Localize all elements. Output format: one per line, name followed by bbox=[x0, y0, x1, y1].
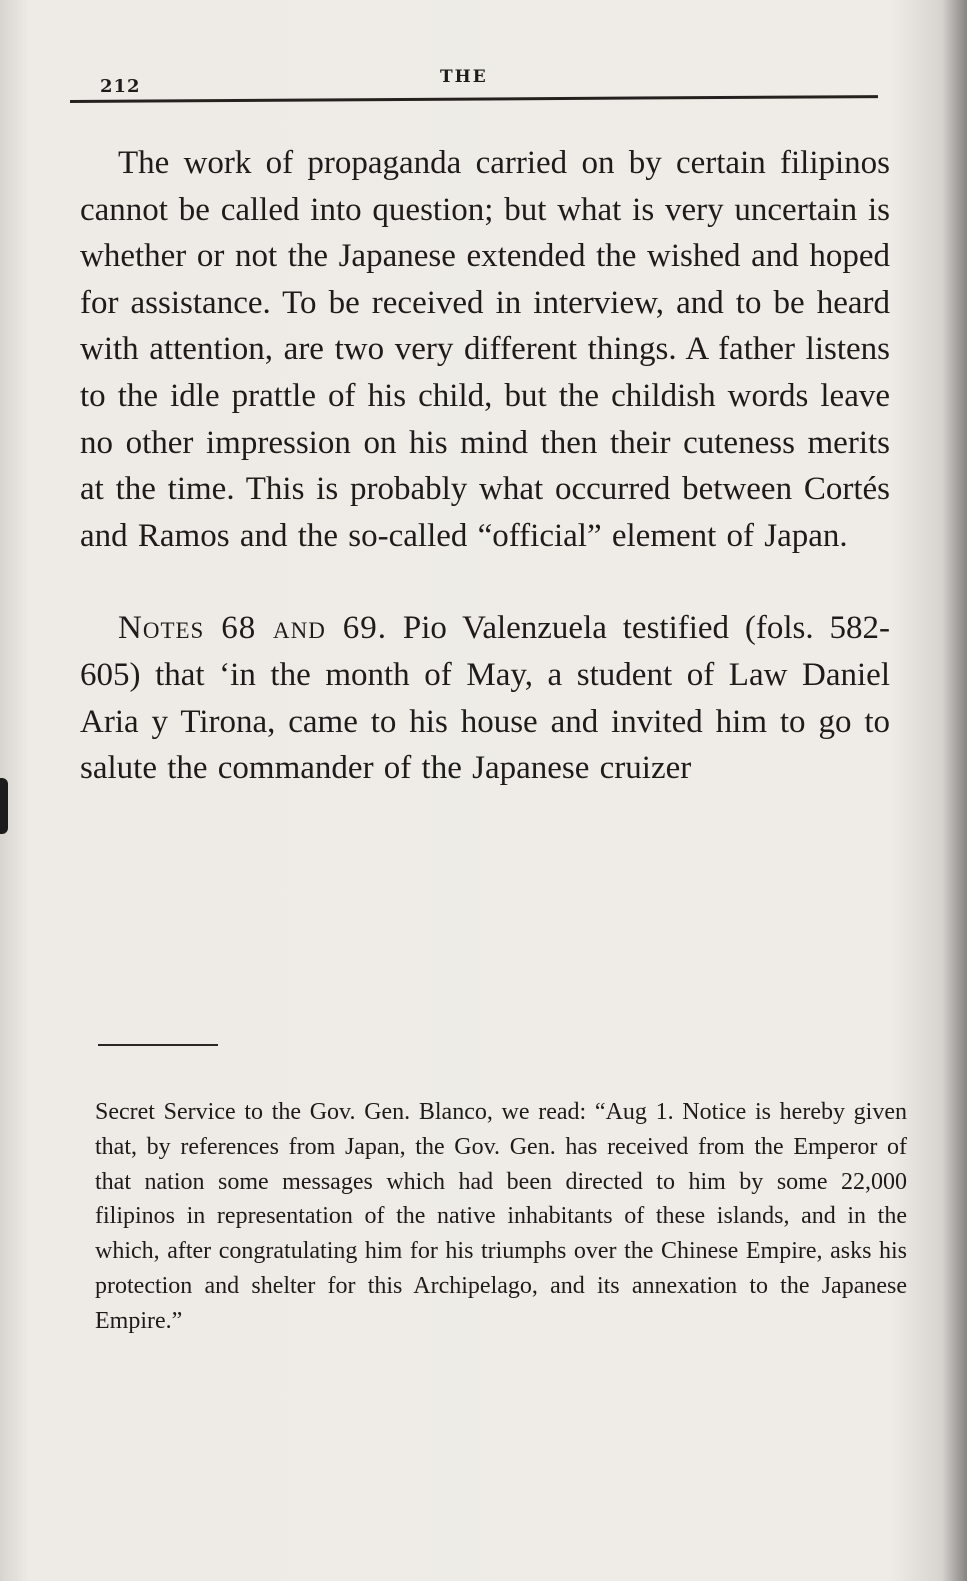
page-edge-shadow bbox=[943, 0, 967, 1581]
page-header bbox=[70, 64, 878, 112]
page-number: 212 bbox=[100, 76, 141, 97]
running-head: THE bbox=[440, 67, 488, 87]
notes-label: Notes 68 and 69. bbox=[118, 610, 387, 647]
binding-mark bbox=[0, 778, 8, 834]
footnote-text: Secret Service to the Gov. Gen. Blanco, we read: “Aug 1. Notice is hereby given that, by references from Japan, the Gov. Gen. has received from the Emperor of that nation some messages which had been directed to him by some 22,000 filipinos in representation of the native inhabitants of these islands, and in the which, after congratulating him for his triumphs over the Chinese Empire, asks his protection and shelter for this Archipelago, and its annexation to the Japanese Empire.” bbox=[95, 1099, 907, 1334]
main-text bbox=[80, 140, 890, 792]
paragraph-valenzuela: Pio Valenzuela testified (fols. 582-605) that ‘in the month of May, a student of Law Daniel Aria y Tirona, came to his house and invited him to go to salute the commander of the Japanese cruizer bbox=[80, 610, 890, 787]
paragraph-notes bbox=[80, 605, 890, 791]
footnote bbox=[95, 1095, 907, 1339]
header-rule bbox=[70, 95, 878, 103]
paragraph-propaganda: The work of propaganda carried on by certain filipinos cannot be called into question; but what is very uncertain is whether or not the Japanese extended the wished and hoped for assistance. To be received in interview, and to be heard with attention, are two very different things. A father listens to the idle prattle of his child, but the childish words leave no other impression on his mind then their cuteness merits at the time. This is probably what occurred between Cortés and Ramos and the so-called “official” element of Japan. bbox=[80, 145, 890, 554]
footnote-rule bbox=[98, 1044, 218, 1046]
